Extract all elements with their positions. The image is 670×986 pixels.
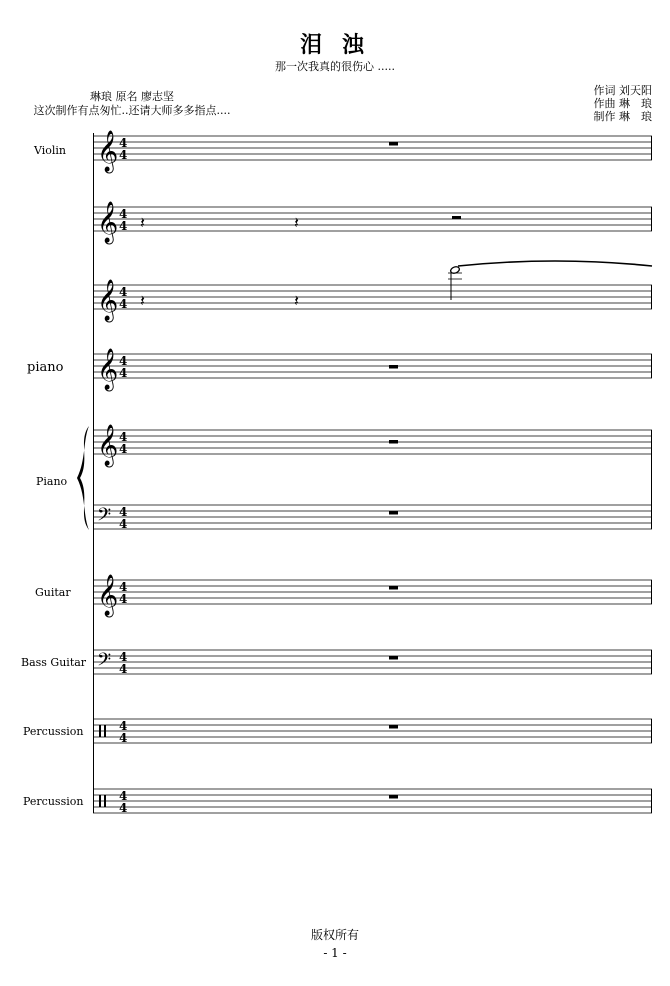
whole-rest-icon bbox=[389, 440, 398, 444]
staff-bass-guitar bbox=[93, 650, 652, 676]
piano-brace bbox=[77, 426, 89, 530]
staff-guitar bbox=[93, 574, 652, 617]
copyright-notice: 版权所有 bbox=[310, 928, 359, 942]
treble-clef-icon: 𝄞 bbox=[97, 131, 119, 172]
time-sig-bottom: 4 bbox=[119, 442, 128, 456]
instrument-label-guitar: Guitar bbox=[35, 586, 71, 599]
time-sig-bottom: 4 bbox=[119, 662, 128, 676]
percussion-clef-icon bbox=[99, 795, 101, 807]
time-sig-top: 4 bbox=[119, 650, 128, 664]
whole-rest-icon bbox=[389, 725, 398, 729]
staff-piano-lower bbox=[93, 348, 652, 391]
instrument-label-percussion-1: Percussion bbox=[23, 725, 84, 738]
whole-rest-icon bbox=[389, 365, 398, 369]
time-sig-top: 4 bbox=[119, 789, 128, 803]
time-sig-bottom: 4 bbox=[119, 731, 128, 745]
time-sig-bottom: 4 bbox=[119, 592, 128, 606]
time-sig-bottom: 4 bbox=[119, 517, 128, 531]
page-number: - 1 - bbox=[323, 946, 347, 960]
percussion-clef-icon bbox=[99, 725, 101, 737]
page-footer bbox=[0, 926, 670, 962]
staff-violin bbox=[93, 130, 652, 173]
time-sig-bottom: 4 bbox=[119, 219, 128, 233]
bass-clef-icon: 𝄢 bbox=[97, 505, 112, 530]
staff-piano-treble bbox=[93, 424, 652, 529]
instrument-label-piano: Piano bbox=[36, 475, 68, 488]
time-sig-top: 4 bbox=[119, 430, 128, 444]
time-sig-top: 4 bbox=[119, 285, 128, 299]
time-sig-top: 4 bbox=[119, 136, 128, 150]
score-subtitle: 那一次我真的很伤心 ..... bbox=[275, 60, 395, 73]
half-rest-icon bbox=[452, 216, 461, 219]
quarter-rest-icon: 𝄽 bbox=[294, 213, 299, 232]
arranger-line-2: 这次制作有点匆忙..还请大师多多指点.... bbox=[33, 104, 231, 117]
instrument-label-violin: Violin bbox=[34, 144, 67, 157]
treble-clef-icon: 𝄞 bbox=[97, 202, 119, 243]
score-title: 泪 浊 bbox=[300, 32, 370, 58]
whole-rest-icon bbox=[389, 795, 398, 799]
producer-credit: 制作 琳 琅 bbox=[593, 110, 652, 123]
instrument-label-bass-guitar: Bass Guitar bbox=[21, 656, 87, 669]
time-sig-top: 4 bbox=[119, 505, 128, 519]
staff-2 bbox=[93, 201, 652, 244]
staff-percussion-2 bbox=[93, 789, 652, 815]
time-sig-top: 4 bbox=[119, 207, 128, 221]
instrument-label-piano-lower: piano bbox=[27, 360, 64, 375]
staff-percussion-1 bbox=[93, 719, 652, 745]
arranger-line-1: 琳琅 原名 廖志坚 bbox=[90, 90, 174, 103]
percussion-clef-icon bbox=[104, 795, 106, 807]
composer-credit: 作曲 琳 琅 bbox=[593, 97, 652, 110]
whole-rest-icon bbox=[389, 511, 398, 515]
quarter-rest-icon: 𝄽 bbox=[140, 213, 145, 232]
quarter-rest-icon: 𝄽 bbox=[294, 291, 299, 310]
instrument-label-percussion-2: Percussion bbox=[23, 795, 84, 808]
time-sig-bottom: 4 bbox=[119, 297, 128, 311]
time-sig-bottom: 4 bbox=[119, 148, 128, 162]
treble-clef-icon: 𝄞 bbox=[97, 575, 119, 616]
time-sig-top: 4 bbox=[119, 580, 128, 594]
whole-rest-icon bbox=[389, 656, 398, 660]
time-sig-top: 4 bbox=[119, 354, 128, 368]
whole-rest-icon bbox=[389, 142, 398, 146]
bass-clef-icon: 𝄢 bbox=[97, 650, 112, 675]
time-sig-bottom: 4 bbox=[119, 366, 128, 380]
whole-rest-icon bbox=[389, 586, 398, 590]
staff-piano-bass bbox=[93, 505, 652, 531]
time-sig-bottom: 4 bbox=[119, 801, 128, 815]
treble-clef-icon: 𝄞 bbox=[97, 349, 119, 390]
time-sig-top: 4 bbox=[119, 719, 128, 733]
treble-clef-icon: 𝄞 bbox=[97, 280, 119, 321]
tie-arc bbox=[458, 261, 652, 266]
treble-clef-icon: 𝄞 bbox=[97, 425, 119, 466]
percussion-clef-icon bbox=[104, 725, 106, 737]
lyricist-credit: 作词 刘天阳 bbox=[593, 84, 652, 97]
quarter-rest-icon: 𝄽 bbox=[140, 291, 145, 310]
staff-3 bbox=[93, 261, 652, 322]
